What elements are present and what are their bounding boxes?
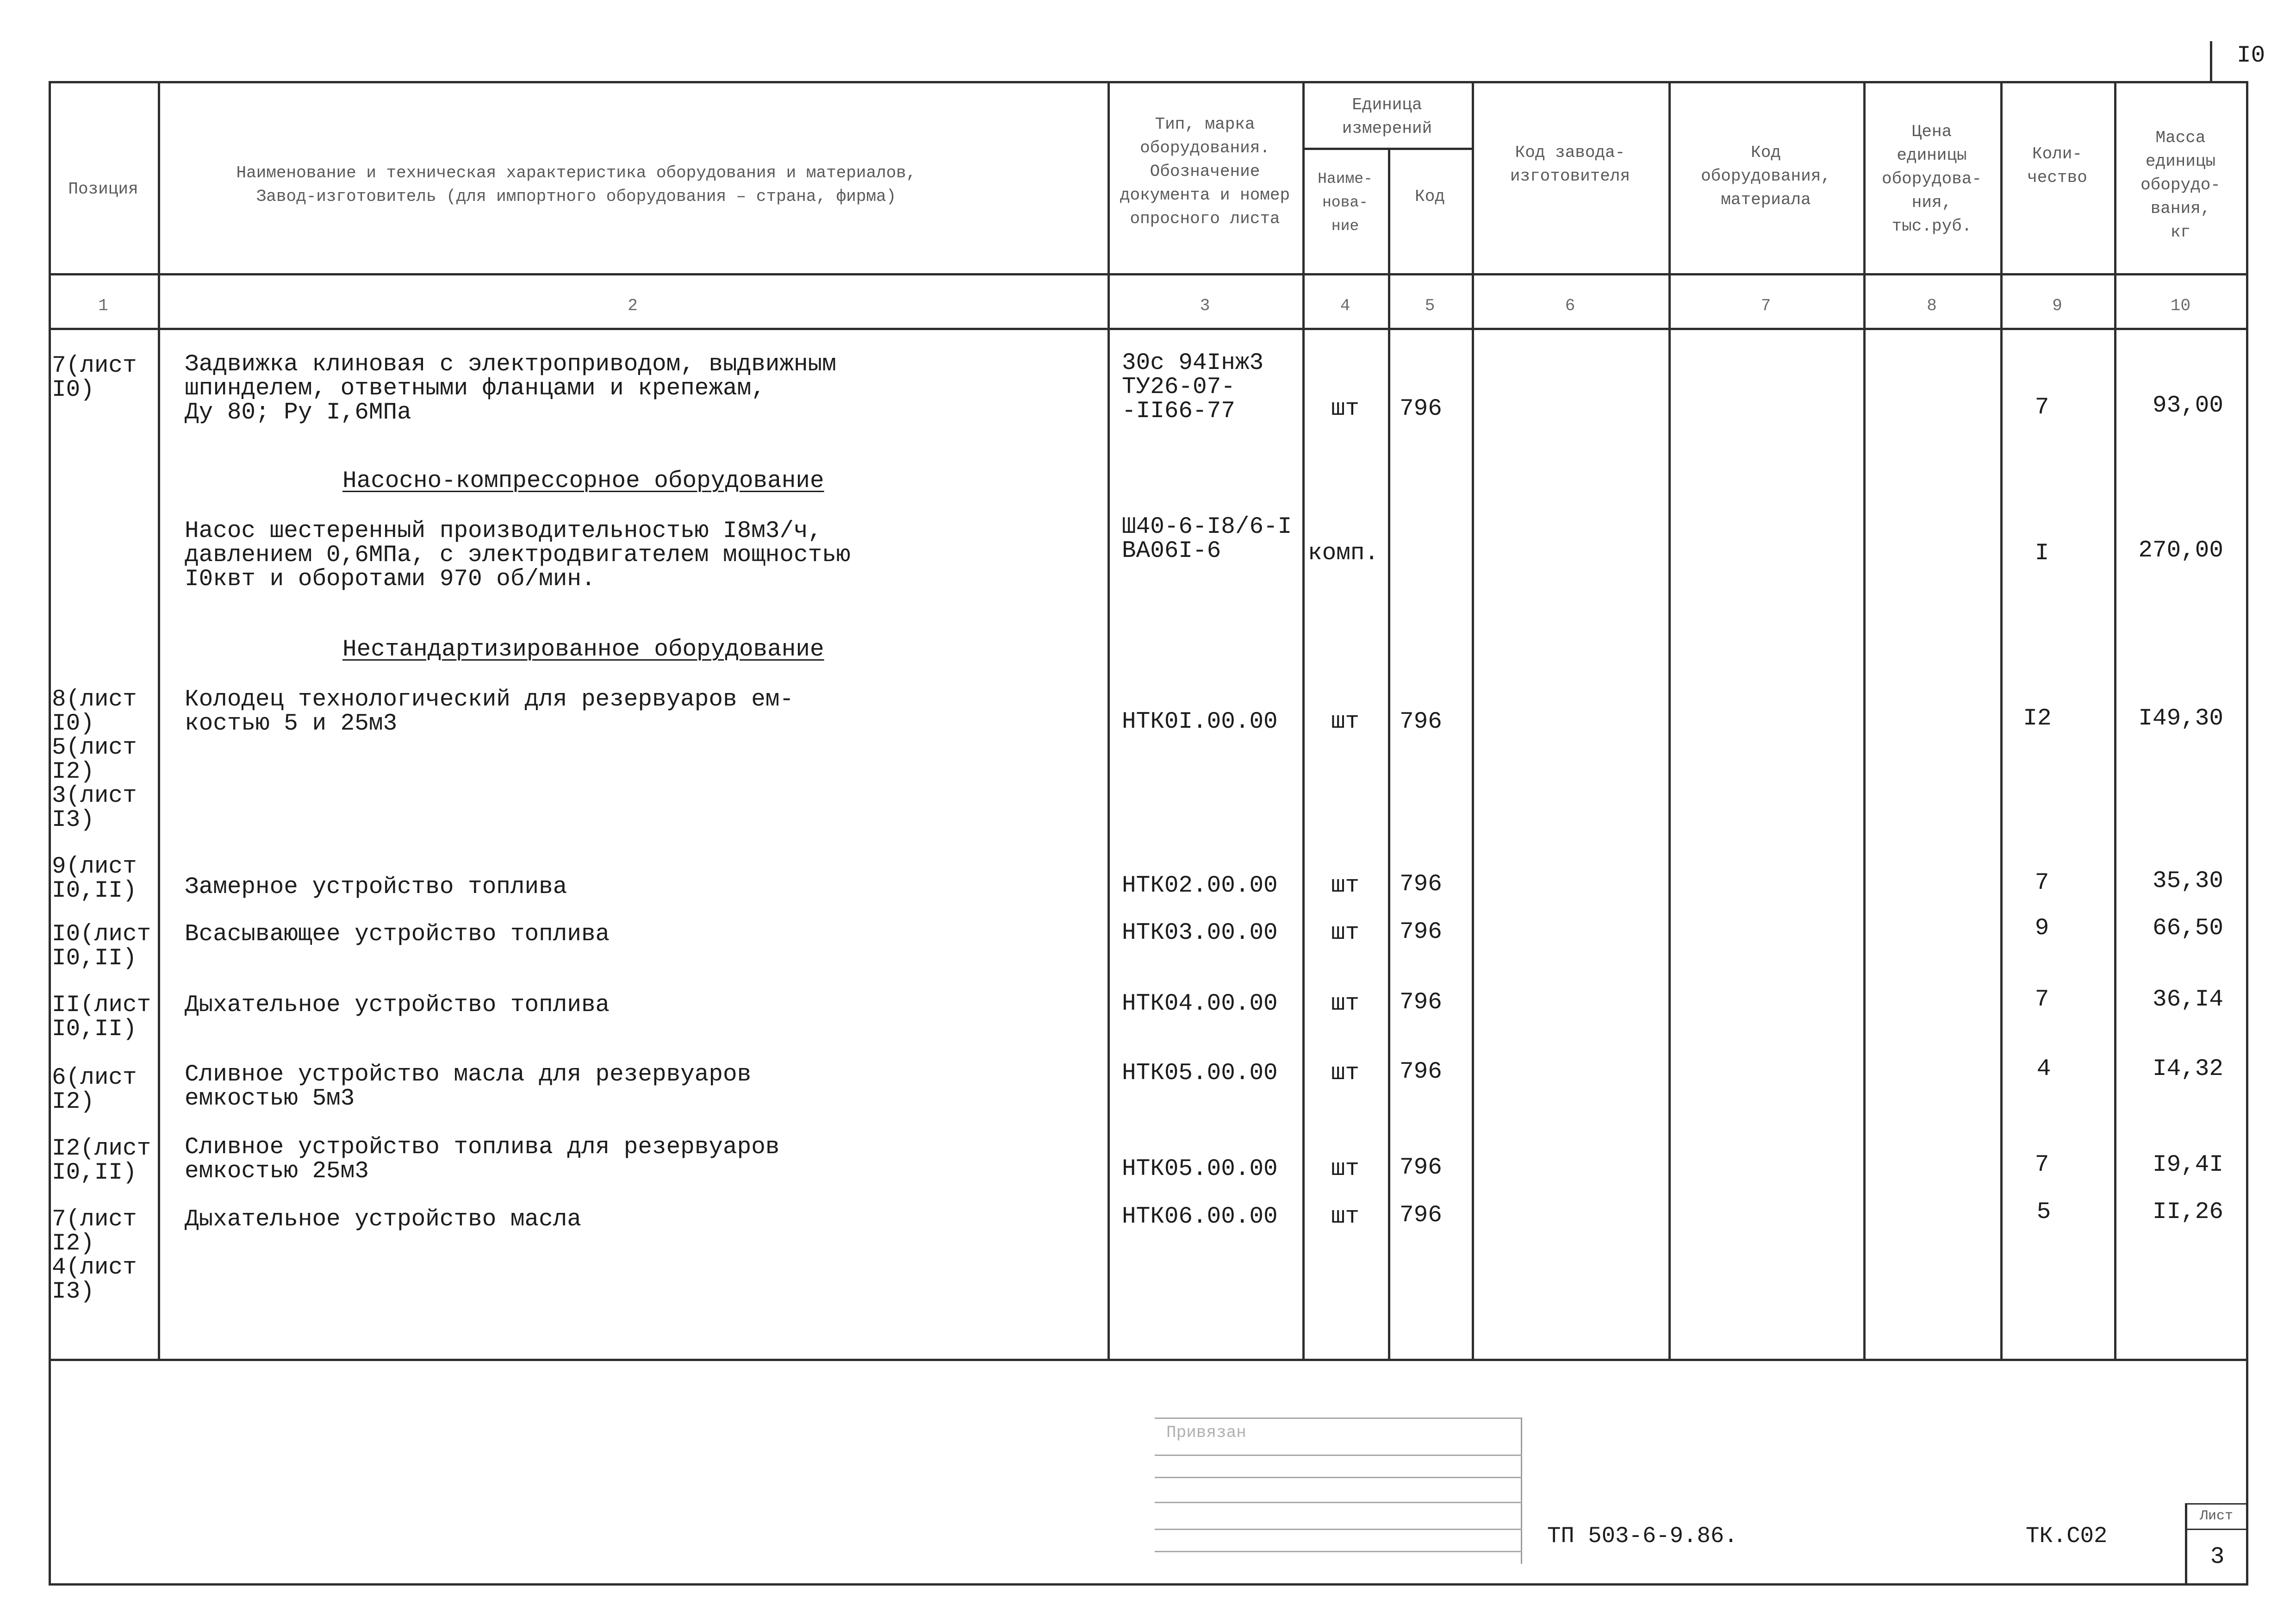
row-name: Колодец технологический для резервуаров ем- костью 5 и 25м3	[185, 687, 794, 737]
column-divider	[1472, 81, 1474, 1361]
row-quantity: I2	[2023, 706, 2052, 732]
row-type: Ш40-6-I8/6-I ВА06I-6	[1122, 514, 1292, 564]
stamp-line	[1155, 1502, 1522, 1503]
row-quantity: 7	[2035, 394, 2049, 421]
row-mass: 36,I4	[2152, 987, 2223, 1013]
row-unit-code: 796	[1400, 1202, 1442, 1229]
row-unit: шт	[1331, 920, 1360, 946]
row-unit: комп.	[1308, 540, 1379, 567]
row-unit: шт	[1331, 396, 1360, 422]
row-quantity: 7	[2035, 987, 2049, 1013]
row-mass: 66,50	[2152, 915, 2223, 942]
row-unit: шт	[1331, 1060, 1360, 1087]
section-heading: Нестандартизированное оборудование	[342, 637, 824, 663]
row-name: Дыхательное устройство топлива	[185, 992, 610, 1018]
row-quantity: 4	[2036, 1056, 2051, 1082]
column-number: 9	[2052, 296, 2062, 315]
row-name: Сливное устройство топлива для резервуаров емкостью 25м3	[185, 1134, 780, 1185]
sheet-label: Лист	[2199, 1508, 2233, 1524]
row-name: Насос шестеренный производительностью I8м3/ч, давлением 0,6МПа, с электродвигателем мощностью I0квт и оборотами 970 об/мин.	[185, 518, 851, 593]
row-name: Дыхательное устройство масла	[185, 1206, 581, 1233]
row-unit-code: 796	[1400, 919, 1442, 945]
column-number: 3	[1200, 296, 1210, 315]
header-price: Цена единицы оборудова- ния, тыс.руб.	[1881, 122, 1982, 236]
header-quantity: Коли- чество	[2027, 144, 2087, 187]
row-quantity: I	[2035, 540, 2049, 567]
row-mass: I49,30	[2138, 706, 2223, 732]
row-position: 9(лист I0,II)	[52, 854, 137, 904]
stamp-line	[1155, 1551, 1522, 1552]
column-number: 2	[628, 296, 638, 315]
column-divider	[1108, 81, 1110, 1361]
stamp-line	[1155, 1455, 1522, 1456]
sheet-code: ТК.С02	[2026, 1523, 2108, 1549]
row-unit: шт	[1331, 991, 1360, 1017]
column-divider	[158, 81, 160, 1361]
row-name: Замерное устройство топлива	[185, 874, 567, 900]
header-name: Наименование и техническая характеристика оборудования и материалов, Завод-изготовитель (для импортного оборудования – страна, фирма)	[236, 163, 916, 206]
stamp-label: Привязан	[1166, 1423, 1246, 1442]
column-divider	[2000, 81, 2003, 1361]
table-body-bottom-border	[49, 1359, 2248, 1361]
row-mass: 35,30	[2152, 868, 2223, 894]
header-manufacturer-code: Код завода- изготовителя	[1510, 143, 1630, 186]
header-unit-code: Код	[1415, 187, 1445, 206]
column-numbers-bottom-border	[49, 328, 2248, 330]
row-type: НТК05.00.00	[1122, 1060, 1278, 1087]
column-number: 1	[98, 296, 108, 315]
column-divider	[1388, 148, 1390, 1361]
row-quantity: 9	[2035, 915, 2049, 942]
page-bottom-border	[49, 1583, 2248, 1586]
row-type: 30с 94Iнж3 ТУ26-07- -II66-77	[1122, 350, 1264, 425]
row-quantity: 7	[2035, 1152, 2049, 1178]
row-position: 7(лист I2) 4(лист I3)	[52, 1206, 137, 1305]
header-bottom-border	[49, 273, 2248, 275]
row-mass: 270,00	[2138, 537, 2223, 564]
row-position: 8(лист I0) 5(лист I2) 3(лист I3)	[52, 687, 137, 833]
row-position: I2(лист I0,II)	[52, 1136, 151, 1186]
page-number-divider	[2210, 41, 2212, 81]
column-number: 5	[1425, 296, 1435, 315]
row-type: НТК05.00.00	[1122, 1156, 1278, 1182]
row-unit-code: 796	[1400, 989, 1442, 1016]
header-position: Позиция	[68, 180, 138, 199]
sheet-number: 3	[2210, 1544, 2225, 1570]
column-number: 6	[1565, 296, 1575, 315]
row-name: Всасывающее устройство топлива	[185, 921, 610, 948]
row-unit-code: 796	[1400, 396, 1442, 422]
stamp-line	[1155, 1477, 1522, 1478]
header-mass: Масса единицы оборудо- вания, кг	[2140, 128, 2221, 242]
row-unit-code: 796	[1400, 709, 1442, 735]
row-mass: I4,32	[2152, 1056, 2223, 1082]
column-number: 7	[1761, 296, 1771, 315]
header-unit-group: Единица измерений	[1342, 95, 1432, 138]
row-unit: шт	[1331, 873, 1360, 899]
column-number: 8	[1927, 296, 1937, 315]
row-unit: шт	[1331, 1204, 1360, 1230]
row-name: Задвижка клиновая с электроприводом, выдвижным шпинделем, ответными фланцами и крепежам, Ду 80; Ру I,6МПа	[185, 351, 836, 426]
row-position: II(лист I0,II)	[52, 992, 151, 1043]
row-unit-code: 796	[1400, 1155, 1442, 1181]
column-divider	[1863, 81, 1866, 1361]
table-top-border	[49, 81, 2248, 83]
row-name: Сливное устройство масла для резервуаров емкостью 5м3	[185, 1062, 752, 1112]
row-mass: II,26	[2152, 1199, 2223, 1225]
row-mass: I9,4I	[2152, 1152, 2223, 1178]
row-type: НТК0I.00.00	[1122, 709, 1278, 735]
stamp-line	[1155, 1418, 1522, 1419]
row-type: НТК04.00.00	[1122, 991, 1278, 1017]
row-unit-code: 796	[1400, 871, 1442, 898]
unit-header-divider	[1302, 148, 1472, 150]
column-number: 4	[1340, 296, 1350, 315]
row-position: 6(лист I2)	[52, 1065, 137, 1115]
header-type: Тип, марка оборудования. Обозначение документа и номер опросного листа	[1120, 115, 1290, 228]
row-quantity: 5	[2036, 1199, 2051, 1225]
project-designation: ТП 503-6-9.86.	[1547, 1523, 1738, 1549]
row-position: 7(лист I0)	[52, 353, 137, 403]
row-quantity: 7	[2035, 870, 2049, 896]
row-type: НТК03.00.00	[1122, 920, 1278, 946]
header-equipment-code: Код оборудования, материала	[1701, 143, 1831, 209]
stamp-line	[1521, 1418, 1522, 1564]
header-unit-name: Наиме- нова- ние	[1318, 170, 1373, 235]
row-type: НТК06.00.00	[1122, 1204, 1278, 1230]
section-heading: Насосно-компрессорное оборудование	[342, 468, 824, 494]
row-position: I0(лист I0,II)	[52, 921, 151, 972]
row-mass: 93,00	[2152, 393, 2223, 419]
row-unit: шт	[1331, 1156, 1360, 1182]
column-divider	[1668, 81, 1671, 1361]
row-type: НТК02.00.00	[1122, 873, 1278, 899]
page-number: I0	[2237, 43, 2265, 69]
stamp-line	[1155, 1529, 1522, 1530]
column-number: 10	[2170, 296, 2191, 315]
row-unit-code: 796	[1400, 1059, 1442, 1085]
row-unit: шт	[1331, 709, 1360, 735]
sheet-box-border	[2185, 1529, 2248, 1530]
